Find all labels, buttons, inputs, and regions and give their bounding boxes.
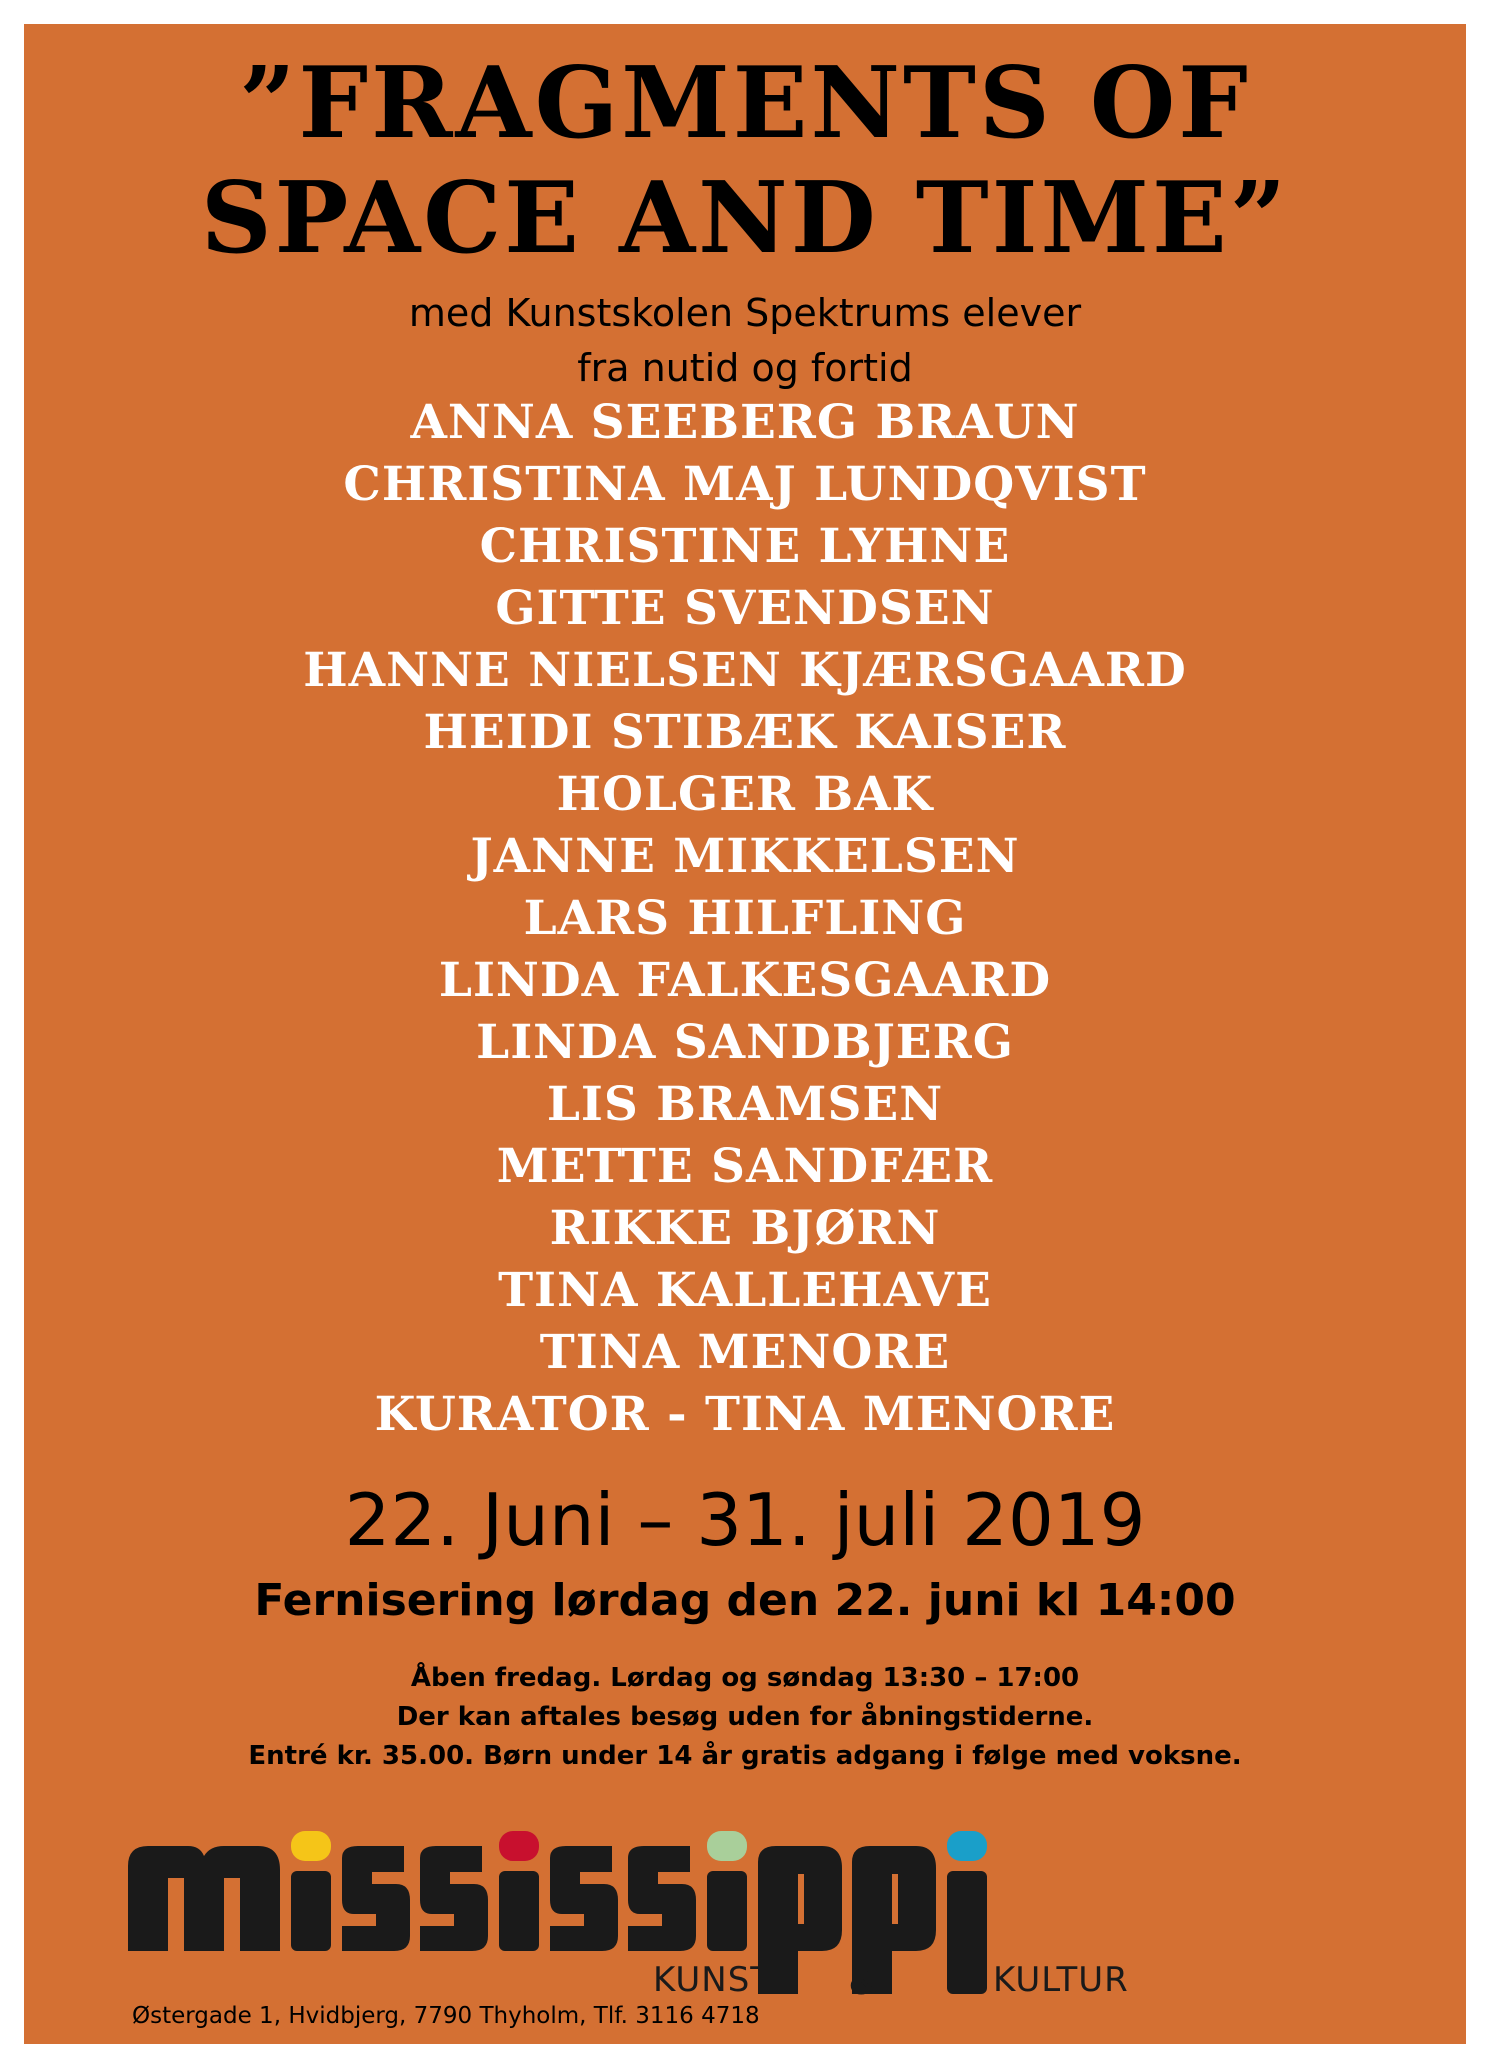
logo-kunst: KUNST (653, 1960, 773, 1996)
artist-name: HEIDI STIBÆK KAISER (423, 705, 1067, 760)
artist-name: RIKKE BJØRN (549, 1201, 941, 1256)
artist-name: LIS BRAMSEN (546, 1077, 944, 1132)
logo-kultur: KULTUR (993, 1960, 1129, 1996)
artist-name: CHRISTINA MAJ LUNDQVIST (343, 457, 1147, 512)
logo-dot-green (707, 1831, 747, 1861)
opening-reception: Fernisering lørdag den 22. juni kl 14:00 (254, 1575, 1236, 1626)
opening-hours: Åben fredag. Lørdag og søndag 13:30 – 17:00 (410, 1663, 1080, 1693)
logo-dot-blue (947, 1831, 987, 1861)
exhibition-dates: 22. Juni – 31. juli 2019 (344, 1478, 1146, 1562)
visitor-info (24, 1659, 1466, 1776)
artist-list (24, 392, 1466, 1446)
logo-dot-red (499, 1831, 539, 1861)
subtitle-line-1: med Kunstskolen Spektrums elever (408, 291, 1082, 335)
artist-name: LARS HILFLING (523, 891, 967, 946)
poster-subtitle (24, 286, 1466, 396)
subtitle-line-2: fra nutid og fortid (577, 346, 913, 390)
poster (24, 24, 1466, 2044)
logo-dot-yellow (291, 1831, 331, 1861)
artist-name: LINDA SANDBJERG (476, 1015, 1014, 1070)
logo-ampersand: & (848, 1959, 882, 1996)
venue-address: Østergade 1, Hvidbjerg, 7790 Thyholm, Tlf. 3116 4718 (132, 2003, 760, 2029)
title-line-1: ”FRAGMENTS OF (239, 46, 1251, 161)
artist-name: TINA MENORE (539, 1325, 951, 1380)
artist-name: GITTE SVENDSEN (495, 581, 995, 636)
artist-name: JANNE MIKKELSEN (470, 829, 1020, 884)
curator-name: KURATOR - TINA MENORE (374, 1387, 1116, 1442)
title-line-2: SPACE AND TIME” (200, 161, 1290, 276)
artist-name: LINDA FALKESGAARD (438, 953, 1052, 1008)
artist-name: ANNA SEEBERG BRAUN (410, 395, 1080, 450)
artist-name: METTE SANDFÆR (496, 1139, 994, 1194)
appointment-note: Der kan aftales besøg uden for åbningstiderne. (396, 1702, 1094, 1732)
artist-name: TINA KALLEHAVE (498, 1263, 992, 1318)
artist-name: HANNE NIELSEN KJÆRSGAARD (303, 643, 1187, 698)
admission-price: Entré kr. 35.00. Børn under 14 år gratis adgang i følge med voksne. (248, 1741, 1242, 1771)
artist-name: HOLGER BAK (556, 767, 934, 822)
artist-name: CHRISTINE LYHNE (479, 519, 1011, 574)
mississippi-logo (128, 1826, 1378, 1996)
poster-title (24, 46, 1466, 276)
